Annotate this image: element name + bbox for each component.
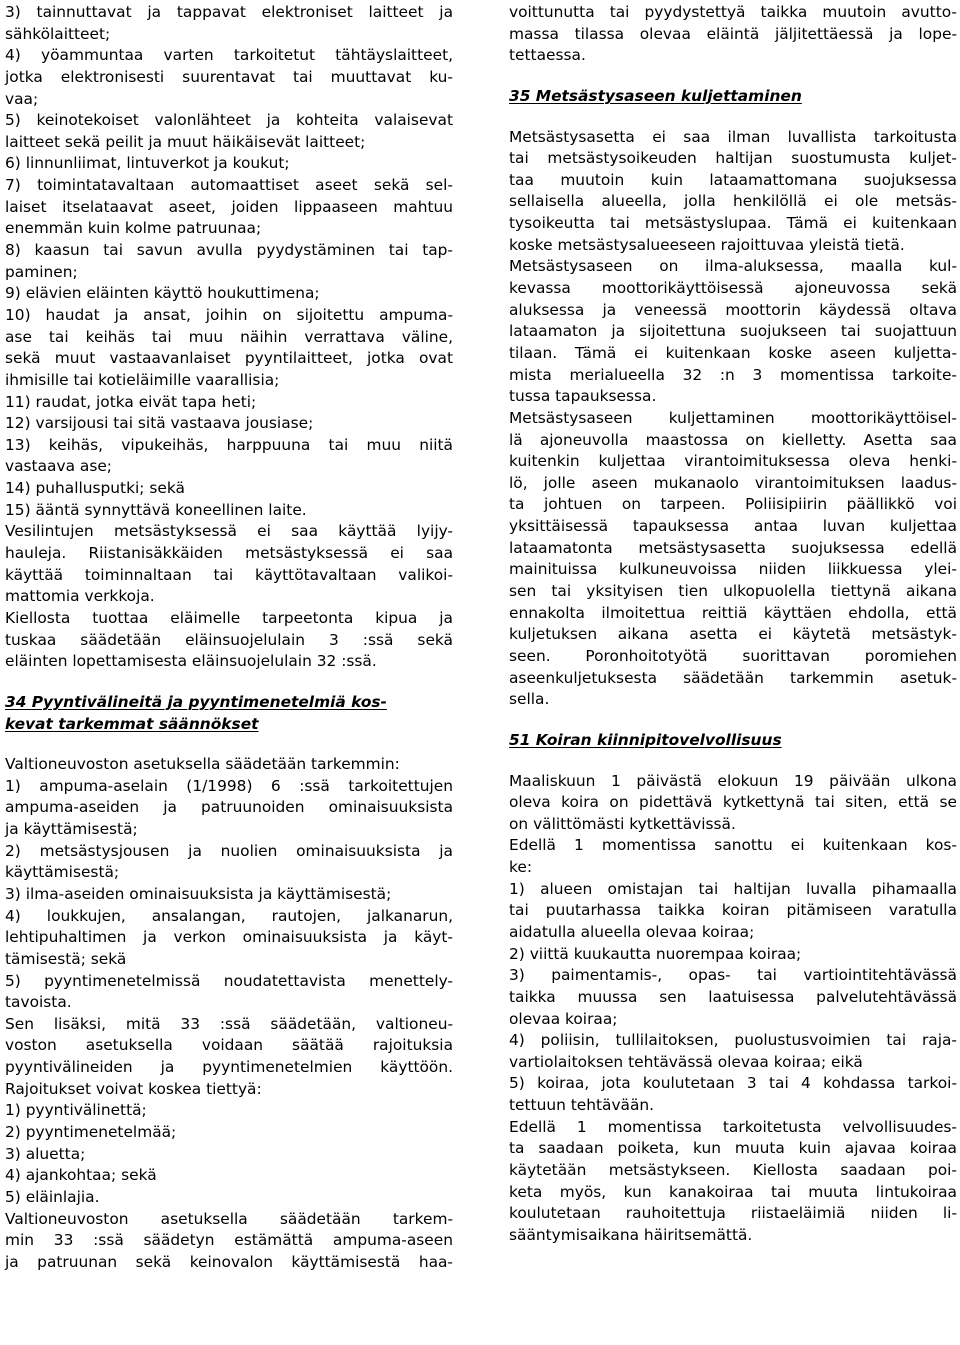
text-line: tilaan. Tämä ei kuitenkaan koske aseen kuljetta- bbox=[509, 343, 957, 362]
text-line: 10) haudat ja ansat, joihin on sijoitettu ampuma- bbox=[5, 305, 453, 324]
text-line: ennakolta ilmoitettua reittiä käyttäen ehdolla, että bbox=[509, 603, 957, 622]
paragraph-gap bbox=[509, 711, 957, 730]
text-line: 1) alueen omistajan tai haltijan luvalla pihamaalla bbox=[509, 879, 957, 898]
text-line: 6) linnunliimat, lintuverkot ja koukut; bbox=[5, 154, 290, 173]
text-line: lä ajoneuvolla maastossa on kielletty. Asetta saa bbox=[509, 430, 957, 449]
text-line: 11) raudat, jotka eivät tapa heti; bbox=[5, 392, 257, 411]
text-line: 2) viittä kuukautta nuorempaa koiraa; bbox=[509, 944, 802, 963]
text-line: 1) ampuma-aselain (1/1998) 6 :ssä tarkoitettujen bbox=[5, 776, 453, 795]
text-line: keta myös, kun kanakoiraa tai muuta lintukoiraa bbox=[509, 1182, 957, 1201]
text-line: aluksessa ja veneessä moottorin käydessä oltava bbox=[509, 300, 957, 319]
text-line: tämisestä; sekä bbox=[5, 949, 127, 968]
text-line: tussa tapauksessa. bbox=[509, 387, 657, 406]
text-line: lö, jolle aseen mukanaolo virantoimituksen laadus- bbox=[509, 473, 957, 492]
text-line: 4) poliisin, tullilaitoksen, puolustusvoimien tai raja- bbox=[509, 1031, 957, 1050]
text-line: lataamaton ja sijoitettuna suojukseen tai suojattuun bbox=[509, 322, 957, 341]
text-line: 5) eläinlajia. bbox=[5, 1187, 100, 1206]
text-line: 4) loukkujen, ansalangan, rautojen, jalkanarun, bbox=[5, 906, 453, 925]
text-line: tuskaa säädetään eläinsuojelulain 3 :ssä sekä bbox=[5, 630, 453, 649]
text-line: sekä muut vastaavanlaiset pyyntilaitteet, jotka ovat bbox=[5, 349, 453, 368]
text-line: vaa; bbox=[5, 89, 39, 108]
text-line: Metsästysasetta ei saa ilman luvallista tarkoitusta bbox=[509, 127, 957, 146]
text-line: käyttämisestä; bbox=[5, 863, 120, 882]
text-line: 5) pyyntimenetelmissä noudatettavista menettely- bbox=[5, 971, 453, 990]
section-heading: kevat tarkemmat säännökset bbox=[5, 714, 259, 733]
text-line: taikka muussa sen laatuisessa palvelutehtävässä bbox=[509, 987, 957, 1006]
text-line: laitteet sekä peilit ja muut häikäisevät laitteet; bbox=[5, 132, 366, 151]
text-line: koske metsästysalueeseen rajoittuvaa yleistä tietä. bbox=[509, 235, 905, 254]
text-line: kevassa moottorikäyttöisessä ajoneuvossa sekä bbox=[509, 279, 957, 298]
text-line: hauleja. Riistanisäkkäiden metsästyksessä ei saa bbox=[5, 544, 453, 563]
text-line: taa muutoin kuin lataamattomana suojuksessa bbox=[509, 170, 957, 189]
text-line: tavoista. bbox=[5, 993, 72, 1012]
text-line: 9) elävien eläinten käyttö houkuttimena; bbox=[5, 284, 320, 303]
text-line: 2) pyyntimenetelmää; bbox=[5, 1123, 177, 1142]
text-line: Metsästysaseen kuljettaminen moottorikäyttöisel- bbox=[509, 408, 957, 427]
text-line: kuljetuksen aikana asetta ei käytetä metsästyk- bbox=[509, 625, 957, 644]
paragraph-gap bbox=[5, 735, 453, 754]
text-line: vartiolaitoksen tehtävässä olevaa koiraa; eikä bbox=[509, 1052, 863, 1071]
text-line: 15) ääntä synnyttävä koneellinen laite. bbox=[5, 500, 307, 519]
text-line: lataamatonta metsästysasetta suojuksessa edellä bbox=[509, 538, 957, 557]
text-line: 4) ajankohtaa; sekä bbox=[5, 1166, 157, 1185]
text-line: Rajoitukset voivat koskea tiettyä: bbox=[5, 1079, 262, 1098]
text-line: ja patruunan sekä keinovalon käyttämisestä haa- bbox=[5, 1252, 453, 1271]
text-line: sähkölaitteet; bbox=[5, 24, 111, 43]
text-line: 8) kaasun tai savun avulla pyydystäminen tai tap- bbox=[5, 241, 453, 260]
text-line: 3) tainnuttavat ja tappavat elektroniset laitteet ja bbox=[5, 3, 453, 21]
text-line: 12) varsijousi tai sitä vastaava jousiase; bbox=[5, 414, 314, 433]
text-line: Sen lisäksi, mitä 33 :ssä säädetään, valtioneu- bbox=[5, 1014, 453, 1033]
text-line: ke: bbox=[509, 858, 533, 877]
text-line: kuitenkin kuljettaa virantoimituksessa oleva henki- bbox=[509, 452, 957, 471]
text-line: oleva koira on pidettävä kytkettynä tai siten, että se bbox=[509, 793, 957, 812]
text-line: olevaa koiraa; bbox=[509, 1009, 618, 1028]
text-line: tettuun tehtävään. bbox=[509, 1096, 655, 1115]
text-line: mista merialueella 32 :n 3 momentissa tarkoite- bbox=[509, 365, 957, 384]
text-line: Valtioneuvoston asetuksella säädetään tarkemmin: bbox=[5, 755, 400, 774]
text-line: jotka elektronisesti suurentavat tai muuttavat ku- bbox=[5, 67, 453, 86]
text-line: käytetään metsästykseen. Kiellosta saadaan poi- bbox=[509, 1161, 957, 1180]
text-line: 5) koiraa, jota koulutetaan 3 tai 4 kohdassa tarkoi- bbox=[509, 1074, 957, 1093]
paragraph-gap bbox=[5, 673, 453, 692]
left-column bbox=[5, 2, 453, 1274]
text-line: käyttää toiminnaltaan tai käyttötavaltaan valikoi- bbox=[5, 565, 453, 584]
text-line: tai puutarhassa taikka koiran pitämiseen varatulla bbox=[509, 901, 957, 920]
text-line: vastaava ase; bbox=[5, 457, 112, 476]
text-line: ihmisille tai kotieläimille vaarallisia; bbox=[5, 370, 280, 389]
text-line: Maaliskuun 1 päivästä elokuun 19 päivään ulkona bbox=[509, 771, 957, 790]
section-heading: 35 Metsästysaseen kuljettaminen bbox=[509, 86, 802, 105]
text-line: ta johtuen on tarpeen. Poliisipiirin päällikkö voi bbox=[509, 495, 957, 514]
text-line: 5) keinotekoiset valonlähteet ja kohteita valaisevat bbox=[5, 111, 453, 130]
text-line: ja käyttämisestä; bbox=[5, 820, 138, 839]
text-line: tettaessa. bbox=[509, 46, 586, 65]
text-line: 7) toimintatavaltaan automaattiset aseet sekä sel- bbox=[5, 176, 453, 195]
text-line: lehtipuhaltimen ja verkon ominaisuuksista ja käyt- bbox=[5, 928, 453, 947]
text-line: Valtioneuvoston asetuksella säädetään tarkem- bbox=[5, 1209, 453, 1228]
section-heading: 34 Pyyntivälineitä ja pyyntimenetelmiä kos- bbox=[5, 692, 387, 711]
text-line: massa tilassa olevaa eläintä jäljitettäessä ja lope- bbox=[509, 24, 957, 43]
text-line: paminen; bbox=[5, 262, 78, 281]
text-line: 3) paimentamis-, opas- tai vartiointitehtävässä bbox=[509, 966, 957, 985]
text-line: ta saadaan poiketa, kun muuta kuin ajavaa koiraa bbox=[509, 1139, 957, 1158]
text-line: mainituissa kulkuneuvoissa niiden liikkuessa ylei- bbox=[509, 560, 957, 579]
text-line: min 33 :ssä säädetyn estämättä ampuma-aseen bbox=[5, 1231, 453, 1250]
text-line: Edellä 1 momentissa tarkoitetusta velvollisuudes- bbox=[509, 1117, 957, 1136]
text-line: 2) metsästysjousen ja nuolien ominaisuuksista ja bbox=[5, 841, 453, 860]
text-line: koulutetaan rauhoitettuja riistaeläimiä niiden li- bbox=[509, 1204, 957, 1223]
text-line: pyyntivälineiden ja pyyntimenetelmien käyttöön. bbox=[5, 1058, 453, 1077]
section-heading: 51 Koiran kiinnipitovelvollisuus bbox=[509, 730, 782, 749]
paragraph-gap bbox=[509, 67, 957, 86]
text-line: 4) yöammuntaa varten tarkoitetut tähtäyslaitteet, bbox=[5, 46, 453, 65]
text-line: seen. Poronhoitotyötä suorittavan poromiehen bbox=[509, 646, 957, 665]
text-line: enemmän kuin kolme patruunaa; bbox=[5, 219, 262, 238]
text-line: sellaisella alueella, jolla henkilöllä ei ole metsäs- bbox=[509, 192, 957, 211]
text-line: 13) keihäs, vipukeihäs, harppuuna tai muu niitä bbox=[5, 435, 453, 454]
paragraph-gap bbox=[509, 752, 957, 771]
text-line: sen tai yksityisen tien ulkopuolella tiettynä aikana bbox=[509, 582, 957, 601]
text-line: aidatulla alueella olevaa koiraa; bbox=[509, 922, 755, 941]
text-line: Metsästysaseen on ilma-aluksessa, maalla kul- bbox=[509, 257, 957, 276]
text-line: sella. bbox=[509, 690, 550, 709]
text-line: mattomia verkkoja. bbox=[5, 587, 155, 606]
text-line: on välittömästi kytkettävissä. bbox=[509, 814, 736, 833]
text-line: 1) pyyntivälinettä; bbox=[5, 1101, 147, 1120]
text-line: tysoikeutta tai metsästyslupaa. Tämä ei kuitenkaan bbox=[509, 214, 957, 233]
text-line: 3) aluetta; bbox=[5, 1144, 86, 1163]
text-line: Vesilintujen metsästyksessä ei saa käyttää lyijy- bbox=[5, 522, 453, 541]
text-line: ase tai keihäs tai muu näihin verrattava väline, bbox=[5, 327, 453, 346]
text-line: aseenkuljetuksesta säädetään tarkemmin asetuk- bbox=[509, 668, 957, 687]
text-line: Edellä 1 momentissa sanottu ei kuitenkaan kos- bbox=[509, 836, 957, 855]
text-line: tai metsästysoikeuden haltijan suostumusta kuljet- bbox=[509, 149, 957, 168]
right-column bbox=[509, 2, 957, 1247]
text-line: yksittäisessä tapauksessa antaa luvan kuljettaa bbox=[509, 517, 957, 536]
text-line: eläinten lopettamisesta eläinsuojelulain 32 :ssä. bbox=[5, 652, 377, 671]
text-line: 14) puhallusputki; sekä bbox=[5, 479, 185, 498]
text-line: laiset itselataavat aseet, joiden lippaaseen mahtuu bbox=[5, 197, 453, 216]
text-line: Kiellosta tuottaa eläimelle tarpeetonta kipua ja bbox=[5, 608, 453, 627]
text-line: 3) ilma-aseiden ominaisuuksista ja käyttämisestä; bbox=[5, 884, 392, 903]
text-line: ampuma-aseiden ja patruunoiden ominaisuuksista bbox=[5, 798, 453, 817]
paragraph-gap bbox=[509, 108, 957, 127]
text-line: voittunutta tai pyydystettyä taikka muutoin avutto- bbox=[509, 3, 957, 21]
text-line: voston asetuksella voidaan säätää rajoituksia bbox=[5, 1036, 453, 1055]
text-line: sääntymisaikana häiritsemättä. bbox=[509, 1225, 753, 1244]
